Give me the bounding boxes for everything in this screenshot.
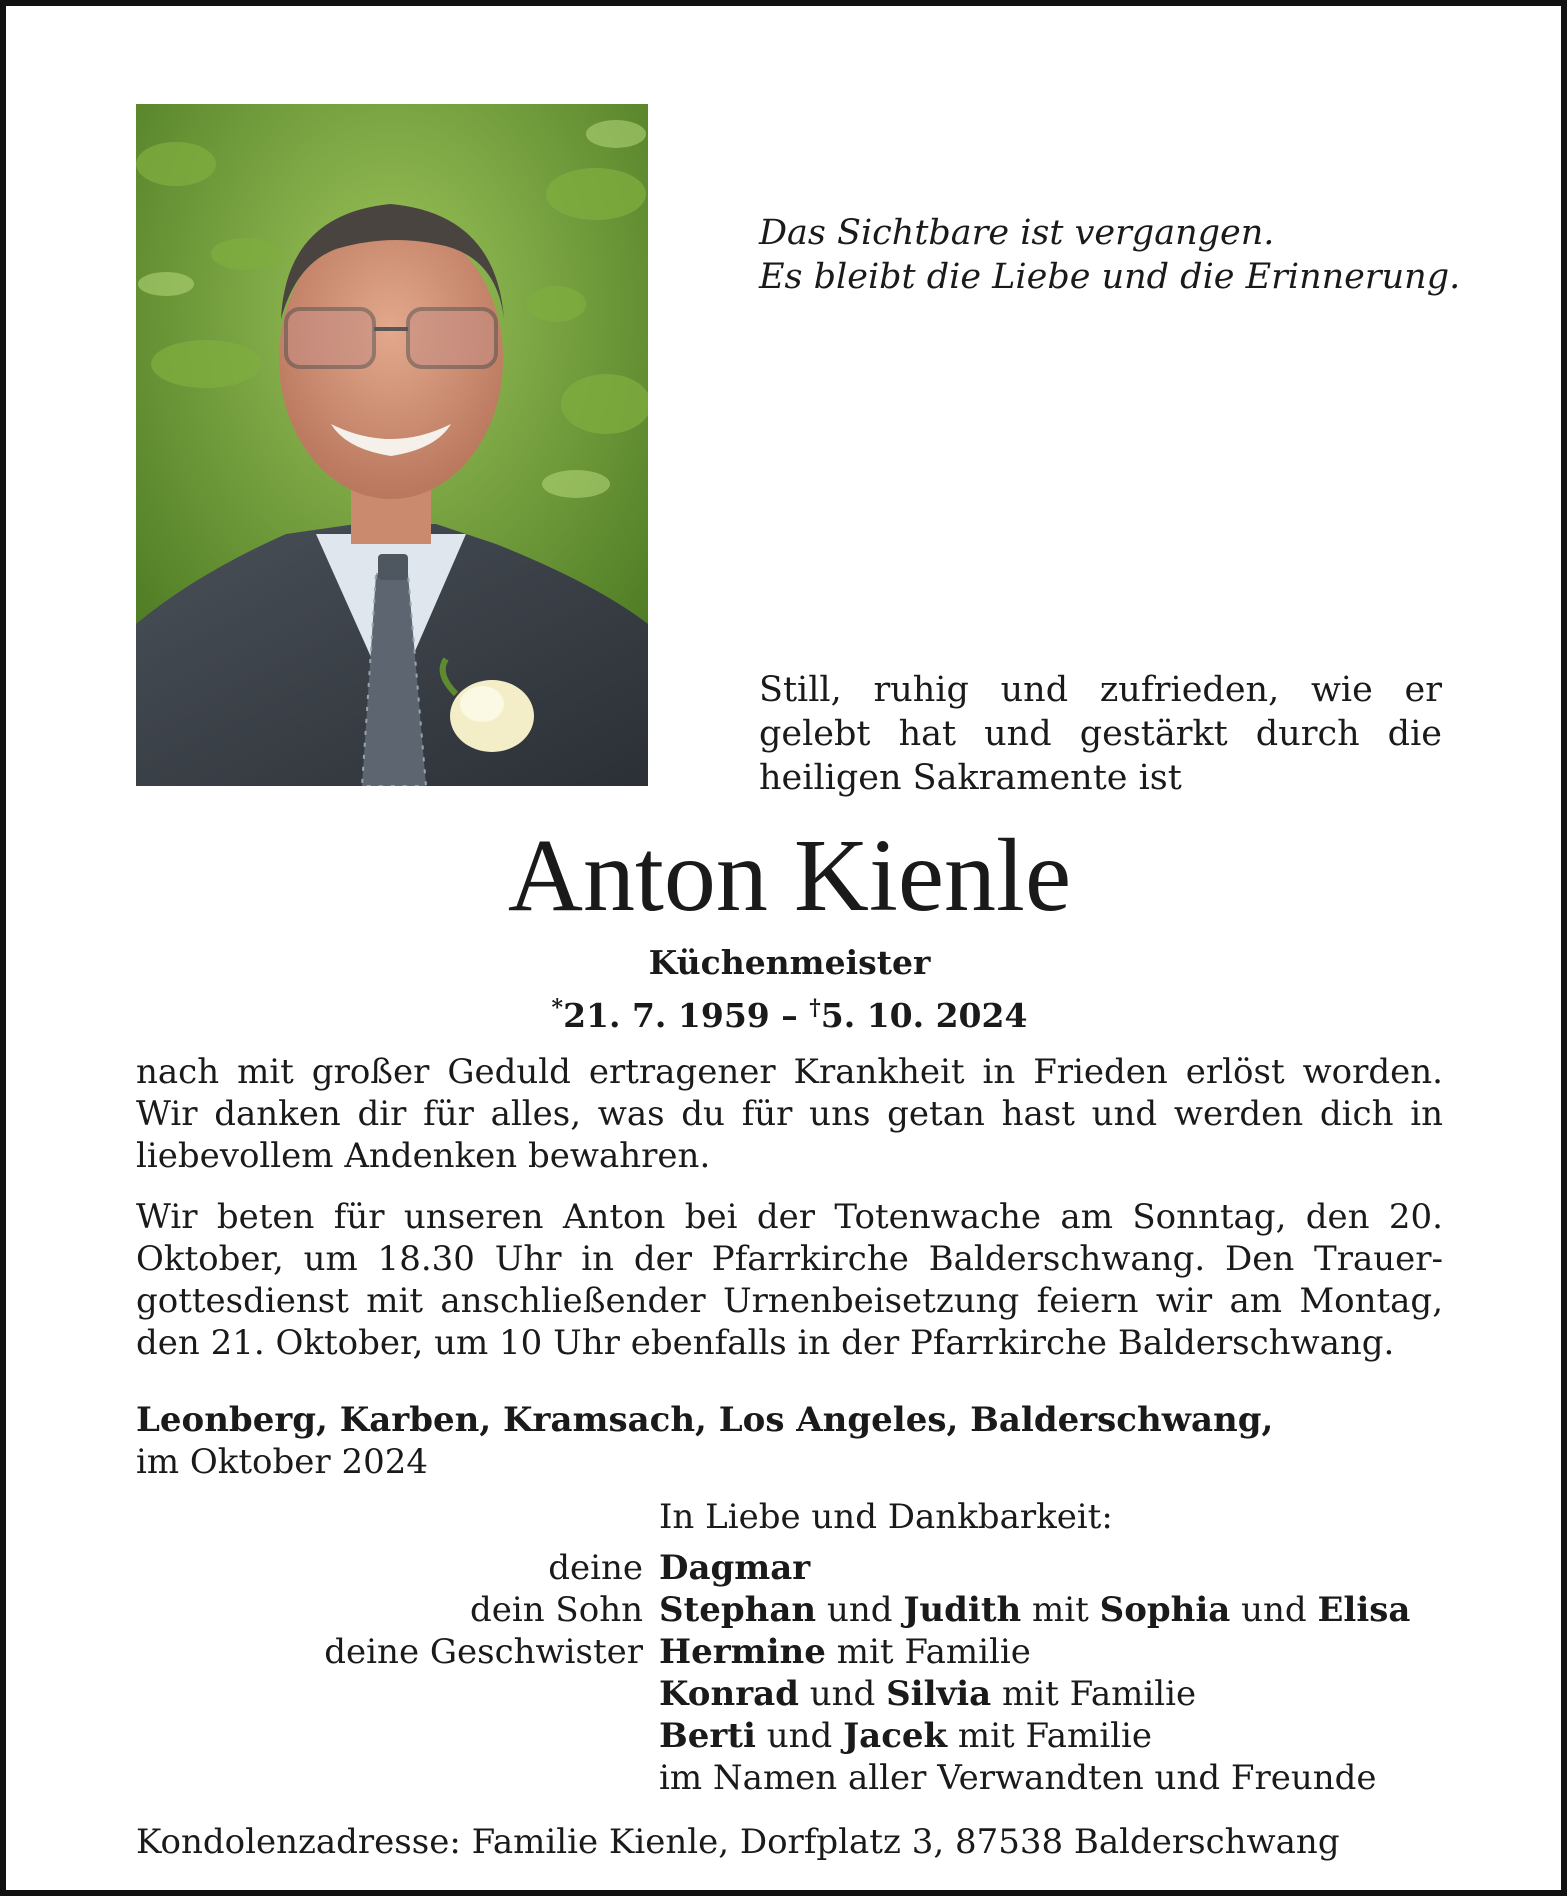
connector: und <box>798 1674 887 1714</box>
family-list <box>136 1547 1456 1799</box>
family-name: Jacek <box>843 1716 948 1756</box>
connector: und <box>816 1590 904 1630</box>
relation-label: deine <box>548 1548 643 1588</box>
portrait-image <box>136 104 648 786</box>
intro-text: Still, ruhig und zufrieden, wie er gelebt hat und gestärkt durch die heiligen Sakramente ist <box>759 670 1442 798</box>
date-separator: – <box>769 996 810 1035</box>
portrait-photo <box>136 104 648 786</box>
connector: und <box>755 1716 844 1756</box>
family-name: Sophia <box>1099 1590 1231 1630</box>
family-name: Stephan <box>659 1590 817 1630</box>
family-names <box>659 1715 1456 1757</box>
family-name: Judith <box>903 1590 1022 1630</box>
family-name: Konrad <box>659 1674 799 1714</box>
family-row <box>136 1715 1456 1757</box>
family-row <box>136 1589 1456 1631</box>
quote-line-1: Das Sichtbare ist vergangen. <box>759 213 1275 253</box>
family-names <box>659 1589 1456 1631</box>
birth-symbol: * <box>551 995 564 1021</box>
life-dates <box>6 986 1567 1038</box>
connector: mit <box>1021 1590 1100 1630</box>
family-name: Hermine <box>659 1632 826 1672</box>
birth-date: 21. 7. 1959 <box>563 996 770 1035</box>
relation-label: dein Sohn <box>469 1590 643 1630</box>
family-row <box>136 1631 1456 1673</box>
relation-label <box>136 1715 659 1757</box>
family-name: Berti <box>659 1716 756 1756</box>
relation-label <box>136 1673 659 1715</box>
relation-label <box>136 1757 659 1799</box>
places-line: Leonberg, Karben, Kramsach, Los Angeles, Balderschwang, <box>136 1400 1274 1440</box>
family-closing: im Namen aller Verwandten und Freunde <box>659 1758 1377 1798</box>
family-names <box>659 1631 1456 1673</box>
place-date: im Oktober 2024 <box>136 1442 429 1482</box>
death-symbol: † <box>809 995 821 1021</box>
family-name: Silvia <box>886 1674 992 1714</box>
paragraph-services: Wir beten für unseren Anton bei der Totenwache am Sonntag, den 20. Oktober, um 18.30 Uhr in der Pfarrkirche Balderschwang. Den Trauergottesdienst mit anschließender Urnenbeisetzung feiern wir am Montag, den 21. Oktober, um 10 Uhr ebenfalls in der Pfarrkirche Balderschwang. <box>136 1197 1443 1363</box>
relation-label: deine Geschwister <box>324 1632 643 1672</box>
family-names <box>659 1547 1456 1589</box>
family-row <box>136 1547 1456 1589</box>
quote-line-2: Es bleibt die Liebe und die Erinnerung. <box>759 257 1461 297</box>
epitaph-quote <box>759 211 1499 299</box>
condolence-address: Kondolenzadresse: Familie Kienle, Dorfplatz 3, 87538 Balderschwang <box>136 1822 1340 1862</box>
family-name: Dagmar <box>659 1548 811 1588</box>
connector: und <box>1230 1590 1318 1630</box>
connector: mit Familie <box>991 1674 1197 1714</box>
paragraph-passing: nach mit großer Geduld ertragener Krankheit in Frieden erlöst worden. Wir danken dir für alles, was du für uns getan hast und werden dich in liebevollem Andenken bewahren. <box>136 1052 1443 1176</box>
closing-line: In Liebe und Dankbarkeit: <box>659 1497 1113 1537</box>
deceased-profession: Küchenmeister <box>648 943 931 982</box>
death-date: 5. 10. 2024 <box>820 996 1028 1035</box>
family-names <box>659 1673 1456 1715</box>
family-row <box>136 1673 1456 1715</box>
family-name: Elisa <box>1317 1590 1411 1630</box>
connector: mit Familie <box>947 1716 1153 1756</box>
family-row <box>136 1757 1456 1799</box>
connector: mit Familie <box>825 1632 1031 1672</box>
deceased-name: Anton Kienle <box>507 818 1072 933</box>
